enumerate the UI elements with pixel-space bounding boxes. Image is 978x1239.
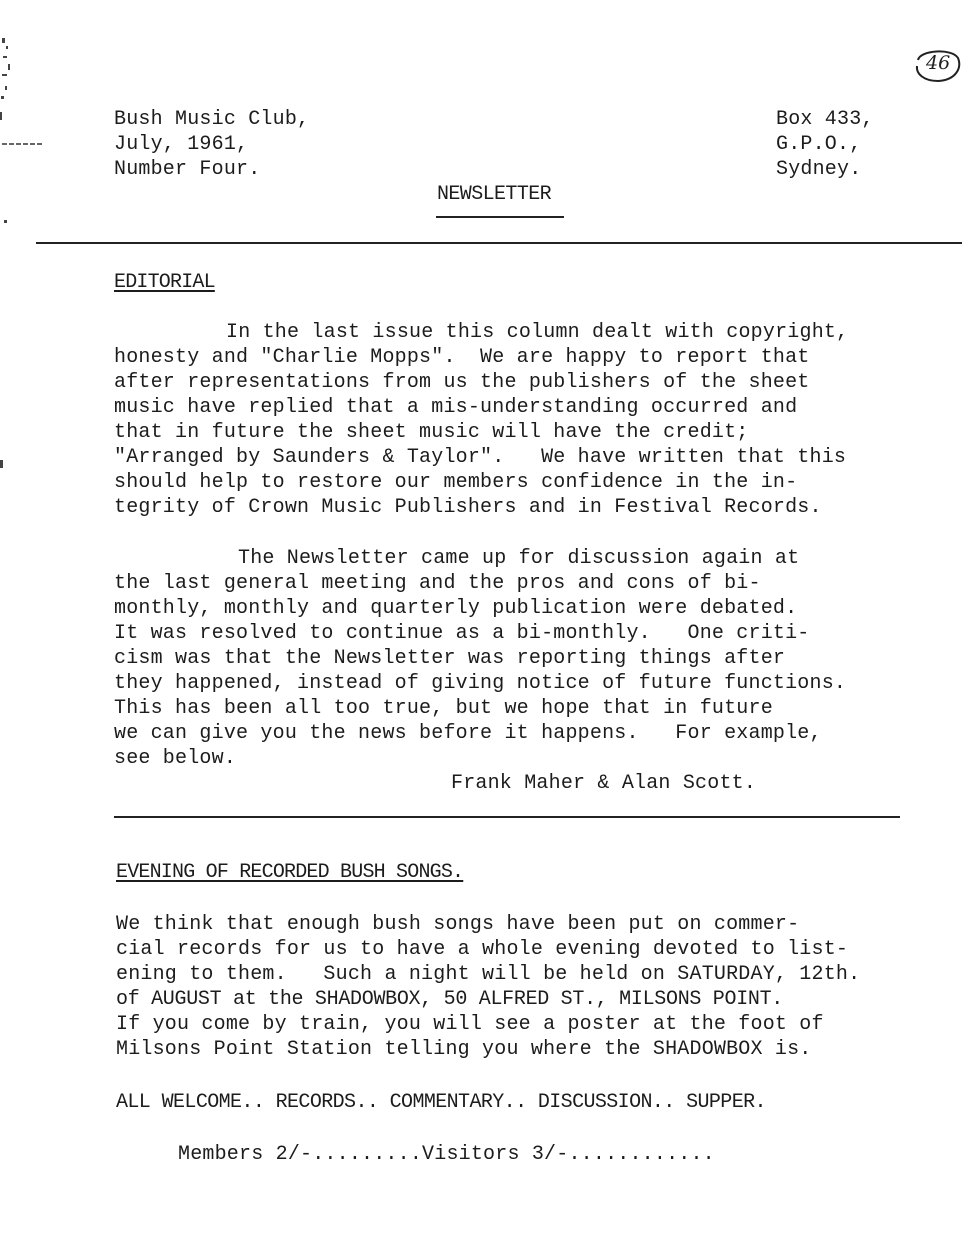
editorial-p2-line: The Newsletter came up for discussion again at xyxy=(238,547,800,570)
evening-heading: EVENING OF RECORDED BUSH SONGS. xyxy=(116,861,464,884)
editorial-p2-line: see below. xyxy=(114,747,237,770)
evening-p-line: If you come by train, you will see a poster at the foot of xyxy=(116,1013,824,1036)
editorial-p2-line: they happened, instead of giving notice of future functions. xyxy=(114,672,847,695)
editorial-p2-line: It was resolved to continue as a bi-monthly. One criti- xyxy=(114,622,810,645)
issue-date: July, 1961, xyxy=(114,133,249,156)
evening-prices: Members 2/-.........Visitors 3/-............ xyxy=(178,1143,715,1166)
editorial-p1-line: music have replied that a mis-understanding occurred and xyxy=(114,396,798,419)
address-gpo: G.P.O., xyxy=(776,133,862,156)
editorial-p1-line: tegrity of Crown Music Publishers and in Festival Records. xyxy=(114,496,822,519)
editorial-p1-line: after representations from us the publishers of the sheet xyxy=(114,371,810,394)
evening-p-line: Milsons Point Station telling you where the SHADOWBOX is. xyxy=(116,1038,812,1061)
address-city: Sydney. xyxy=(776,158,862,181)
header-divider xyxy=(36,242,962,244)
editorial-p2-line: monthly, monthly and quarterly publication were debated. xyxy=(114,597,798,620)
editorial-p2-line: we can give you the news before it happens. For example, xyxy=(114,722,822,745)
club-name: Bush Music Club, xyxy=(114,108,310,131)
editorial-p1-line: In the last issue this column dealt with copyright, xyxy=(226,321,849,344)
address-box: Box 433, xyxy=(776,108,874,131)
evening-p-line: of AUGUST at the SHADOWBOX, 50 ALFRED ST., MILSONS POINT. xyxy=(116,988,784,1011)
page-number-text: 46 xyxy=(926,52,951,74)
section-divider xyxy=(114,816,900,818)
evening-p-line: cial records for us to have a whole evening devoted to list- xyxy=(116,938,849,961)
editorial-signature: Frank Maher & Alan Scott. xyxy=(451,772,757,795)
evening-p-line: ening to them. Such a night will be held on SATURDAY, 12th. xyxy=(116,963,861,986)
page-number-mark xyxy=(912,46,964,86)
title-underline xyxy=(436,216,564,218)
evening-features: ALL WELCOME.. RECORDS.. COMMENTARY.. DISCUSSION.. SUPPER. xyxy=(116,1091,766,1114)
editorial-heading: EDITORIAL xyxy=(114,271,215,294)
editorial-p2-line: This has been all too true, but we hope that in future xyxy=(114,697,773,720)
evening-p-line: We think that enough bush songs have been put on commer- xyxy=(116,913,800,936)
newsletter-title: NEWSLETTER xyxy=(437,183,552,206)
editorial-p2-line: the last general meeting and the pros and cons of bi- xyxy=(114,572,761,595)
editorial-p1-line: "Arranged by Saunders & Taylor". We have written that this xyxy=(114,446,847,469)
editorial-p1-line: that in future the sheet music will have the credit; xyxy=(114,421,749,444)
editorial-p1-line: honesty and "Charlie Mopps". We are happy to report that xyxy=(114,346,810,369)
editorial-p2-line: cism was that the Newsletter was reporting things after xyxy=(114,647,786,670)
editorial-p1-line: should help to restore our members confidence in the in- xyxy=(114,471,798,494)
issue-number: Number Four. xyxy=(114,158,261,181)
scan-edge-marks xyxy=(0,30,48,470)
